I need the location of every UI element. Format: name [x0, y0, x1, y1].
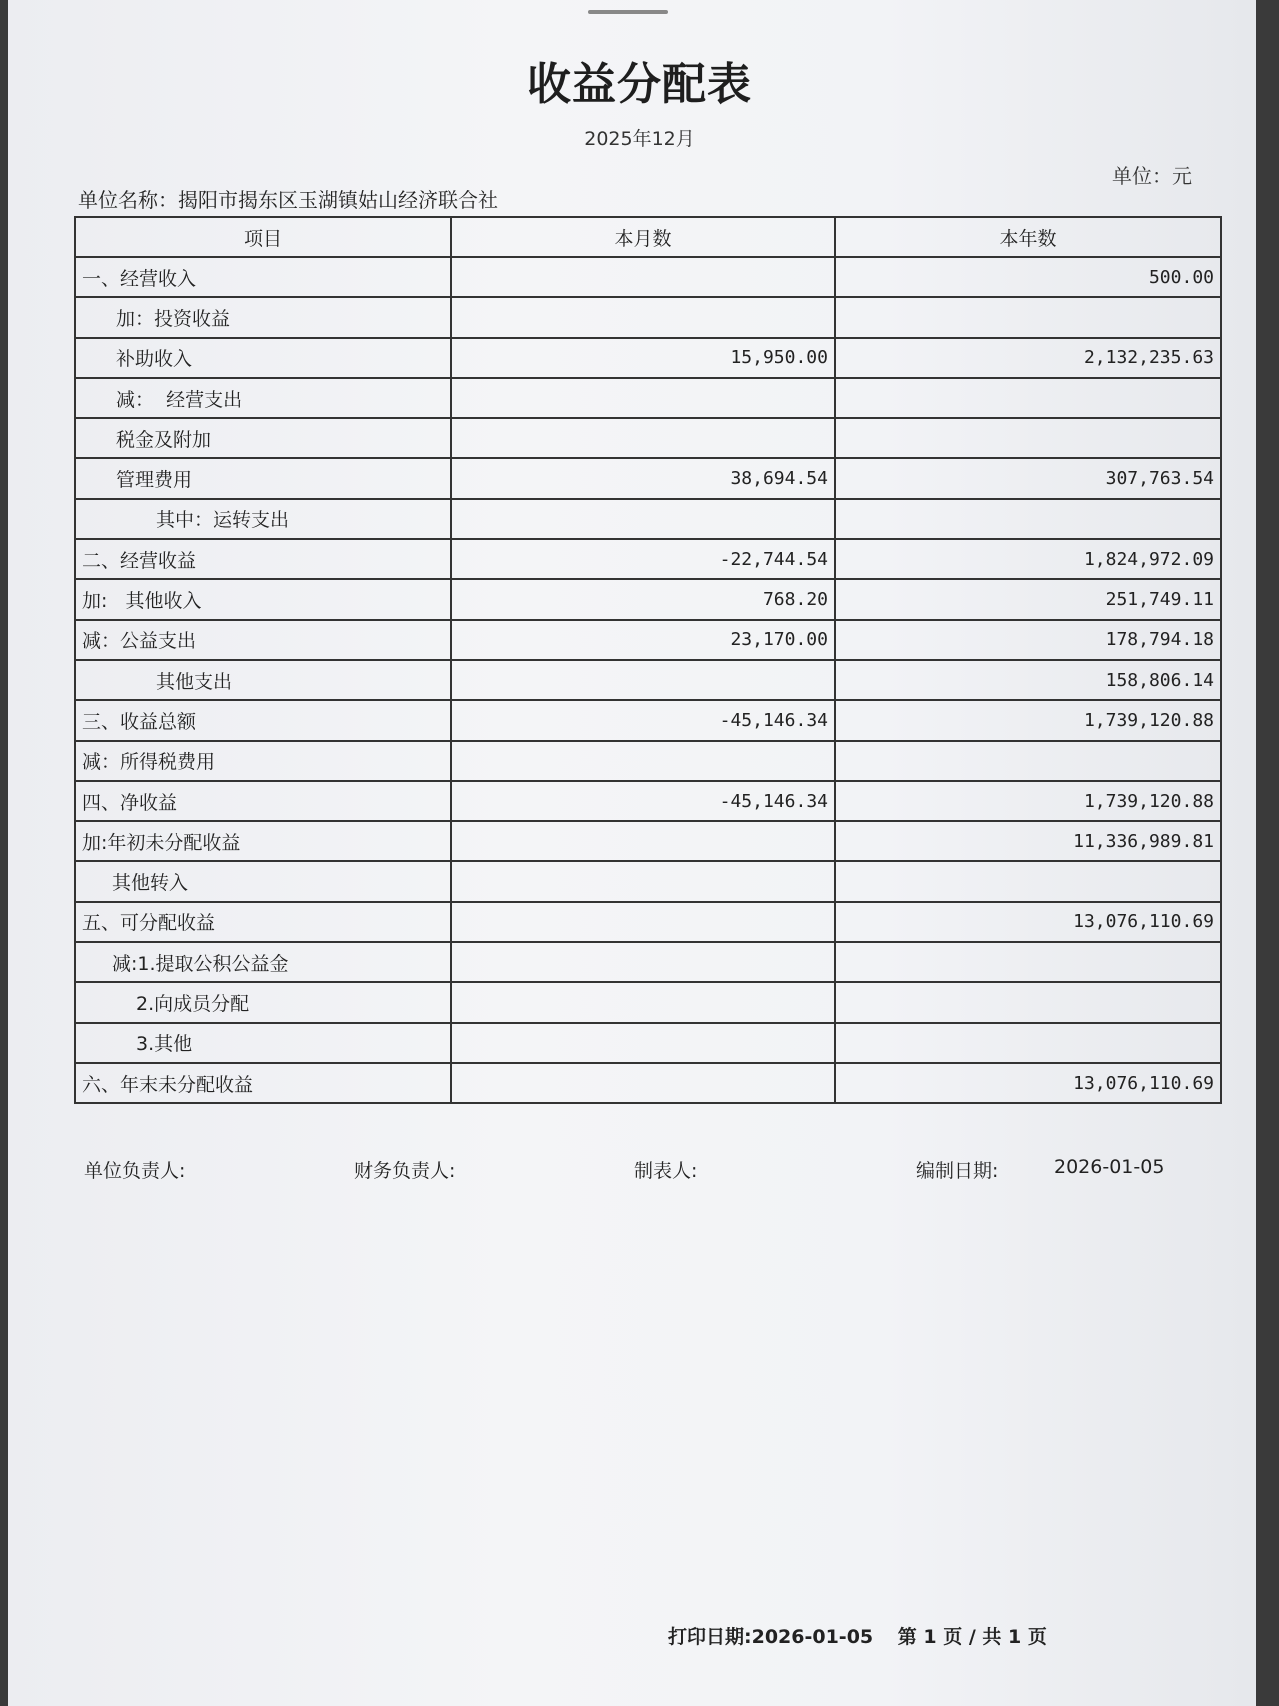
currency-unit: 单位：元 [1112, 164, 1192, 188]
table-row [75, 861, 1221, 901]
row-month-value: -45,146.34 [451, 781, 835, 821]
row-month-value: 15,950.00 [451, 338, 835, 378]
row-month-value [451, 418, 835, 458]
staple-mark [588, 10, 668, 14]
row-year-value: 11,336,989.81 [835, 821, 1221, 861]
row-month-value [451, 902, 835, 942]
row-month-value [451, 1023, 835, 1063]
preparer-label: 制表人: [634, 1160, 698, 1182]
row-month-value [451, 942, 835, 982]
row-year-value: 1,739,120.88 [835, 700, 1221, 740]
table-row [75, 781, 1221, 821]
compile-date-label: 编制日期: [916, 1160, 999, 1182]
row-item-label: 管理费用 [75, 458, 451, 498]
row-month-value: -22,744.54 [451, 539, 835, 579]
row-item-label: 加:年初未分配收益 [75, 821, 451, 861]
table-row [75, 700, 1221, 740]
document-page [8, 0, 1256, 1706]
row-month-value [451, 297, 835, 337]
row-year-value: 251,749.11 [835, 579, 1221, 619]
table-row [75, 1023, 1221, 1063]
table-row [75, 297, 1221, 337]
row-month-value [451, 499, 835, 539]
table-row [75, 458, 1221, 498]
row-year-value [835, 861, 1221, 901]
row-item-label: 其他转入 [75, 861, 451, 901]
header-year: 本年数 [835, 217, 1221, 257]
table-row [75, 257, 1221, 297]
row-item-label: 税金及附加 [75, 418, 451, 458]
row-item-label: 其他支出 [75, 660, 451, 700]
row-item-label: 六、年末未分配收益 [75, 1063, 451, 1103]
report-period: 2025年12月 [584, 128, 695, 150]
header-item: 项目 [75, 217, 451, 257]
table-row [75, 378, 1221, 418]
row-month-value [451, 257, 835, 297]
row-item-label: 加：投资收益 [75, 297, 451, 337]
table-row [75, 902, 1221, 942]
row-month-value [451, 660, 835, 700]
row-item-label: 3.其他 [75, 1023, 451, 1063]
row-item-label: 二、经营收益 [75, 539, 451, 579]
row-month-value [451, 741, 835, 781]
table-row [75, 1063, 1221, 1103]
print-date: 打印日期:2026-01-05 [668, 1626, 874, 1648]
row-year-value [835, 378, 1221, 418]
row-month-value [451, 821, 835, 861]
row-year-value [835, 942, 1221, 982]
row-item-label: 四、净收益 [75, 781, 451, 821]
row-year-value [835, 1023, 1221, 1063]
row-item-label: 一、经营收入 [75, 257, 451, 297]
row-item-label: 其中：运转支出 [75, 499, 451, 539]
table-row [75, 982, 1221, 1022]
row-month-value: -45,146.34 [451, 700, 835, 740]
row-item-label: 加: 其他收入 [75, 579, 451, 619]
row-year-value: 2,132,235.63 [835, 338, 1221, 378]
row-month-value [451, 378, 835, 418]
unit-head-label: 单位负责人: [84, 1160, 186, 1182]
table-row [75, 741, 1221, 781]
page-info: 第 1 页 / 共 1 页 [897, 1626, 1047, 1648]
row-year-value [835, 741, 1221, 781]
row-year-value [835, 418, 1221, 458]
compile-date-value: 2026-01-05 [1054, 1156, 1165, 1178]
table-row [75, 942, 1221, 982]
row-item-label: 五、可分配收益 [75, 902, 451, 942]
row-year-value: 13,076,110.69 [835, 1063, 1221, 1103]
row-year-value: 1,739,120.88 [835, 781, 1221, 821]
row-month-value [451, 982, 835, 1022]
table-row [75, 620, 1221, 660]
row-month-value: 768.20 [451, 579, 835, 619]
row-year-value: 500.00 [835, 257, 1221, 297]
row-item-label: 补助收入 [75, 338, 451, 378]
row-year-value [835, 499, 1221, 539]
row-year-value [835, 982, 1221, 1022]
row-month-value: 23,170.00 [451, 620, 835, 660]
row-month-value: 38,694.54 [451, 458, 835, 498]
row-year-value: 307,763.54 [835, 458, 1221, 498]
table-row [75, 579, 1221, 619]
row-item-label: 2.向成员分配 [75, 982, 451, 1022]
row-item-label: 减： 经营支出 [75, 378, 451, 418]
row-item-label: 三、收益总额 [75, 700, 451, 740]
company-name: 单位名称：揭阳市揭东区玉湖镇姑山经济联合社 [78, 188, 498, 212]
table-row [75, 418, 1221, 458]
row-year-value: 1,824,972.09 [835, 539, 1221, 579]
row-month-value [451, 1063, 835, 1103]
row-year-value [835, 297, 1221, 337]
row-item-label: 减:1.提取公积公益金 [75, 942, 451, 982]
table-row [75, 539, 1221, 579]
row-month-value [451, 861, 835, 901]
document-title: 收益分配表 [527, 59, 752, 110]
table-header-row [75, 217, 1221, 257]
finance-head-label: 财务负责人: [354, 1160, 456, 1182]
income-distribution-table [74, 216, 1222, 1104]
header-month: 本月数 [451, 217, 835, 257]
table-row [75, 499, 1221, 539]
row-year-value: 158,806.14 [835, 660, 1221, 700]
row-item-label: 减：公益支出 [75, 620, 451, 660]
table-row [75, 660, 1221, 700]
row-year-value: 178,794.18 [835, 620, 1221, 660]
page-footer [668, 1622, 1065, 1649]
row-item-label: 减：所得税费用 [75, 741, 451, 781]
row-year-value: 13,076,110.69 [835, 902, 1221, 942]
table-row [75, 338, 1221, 378]
table-row [75, 821, 1221, 861]
